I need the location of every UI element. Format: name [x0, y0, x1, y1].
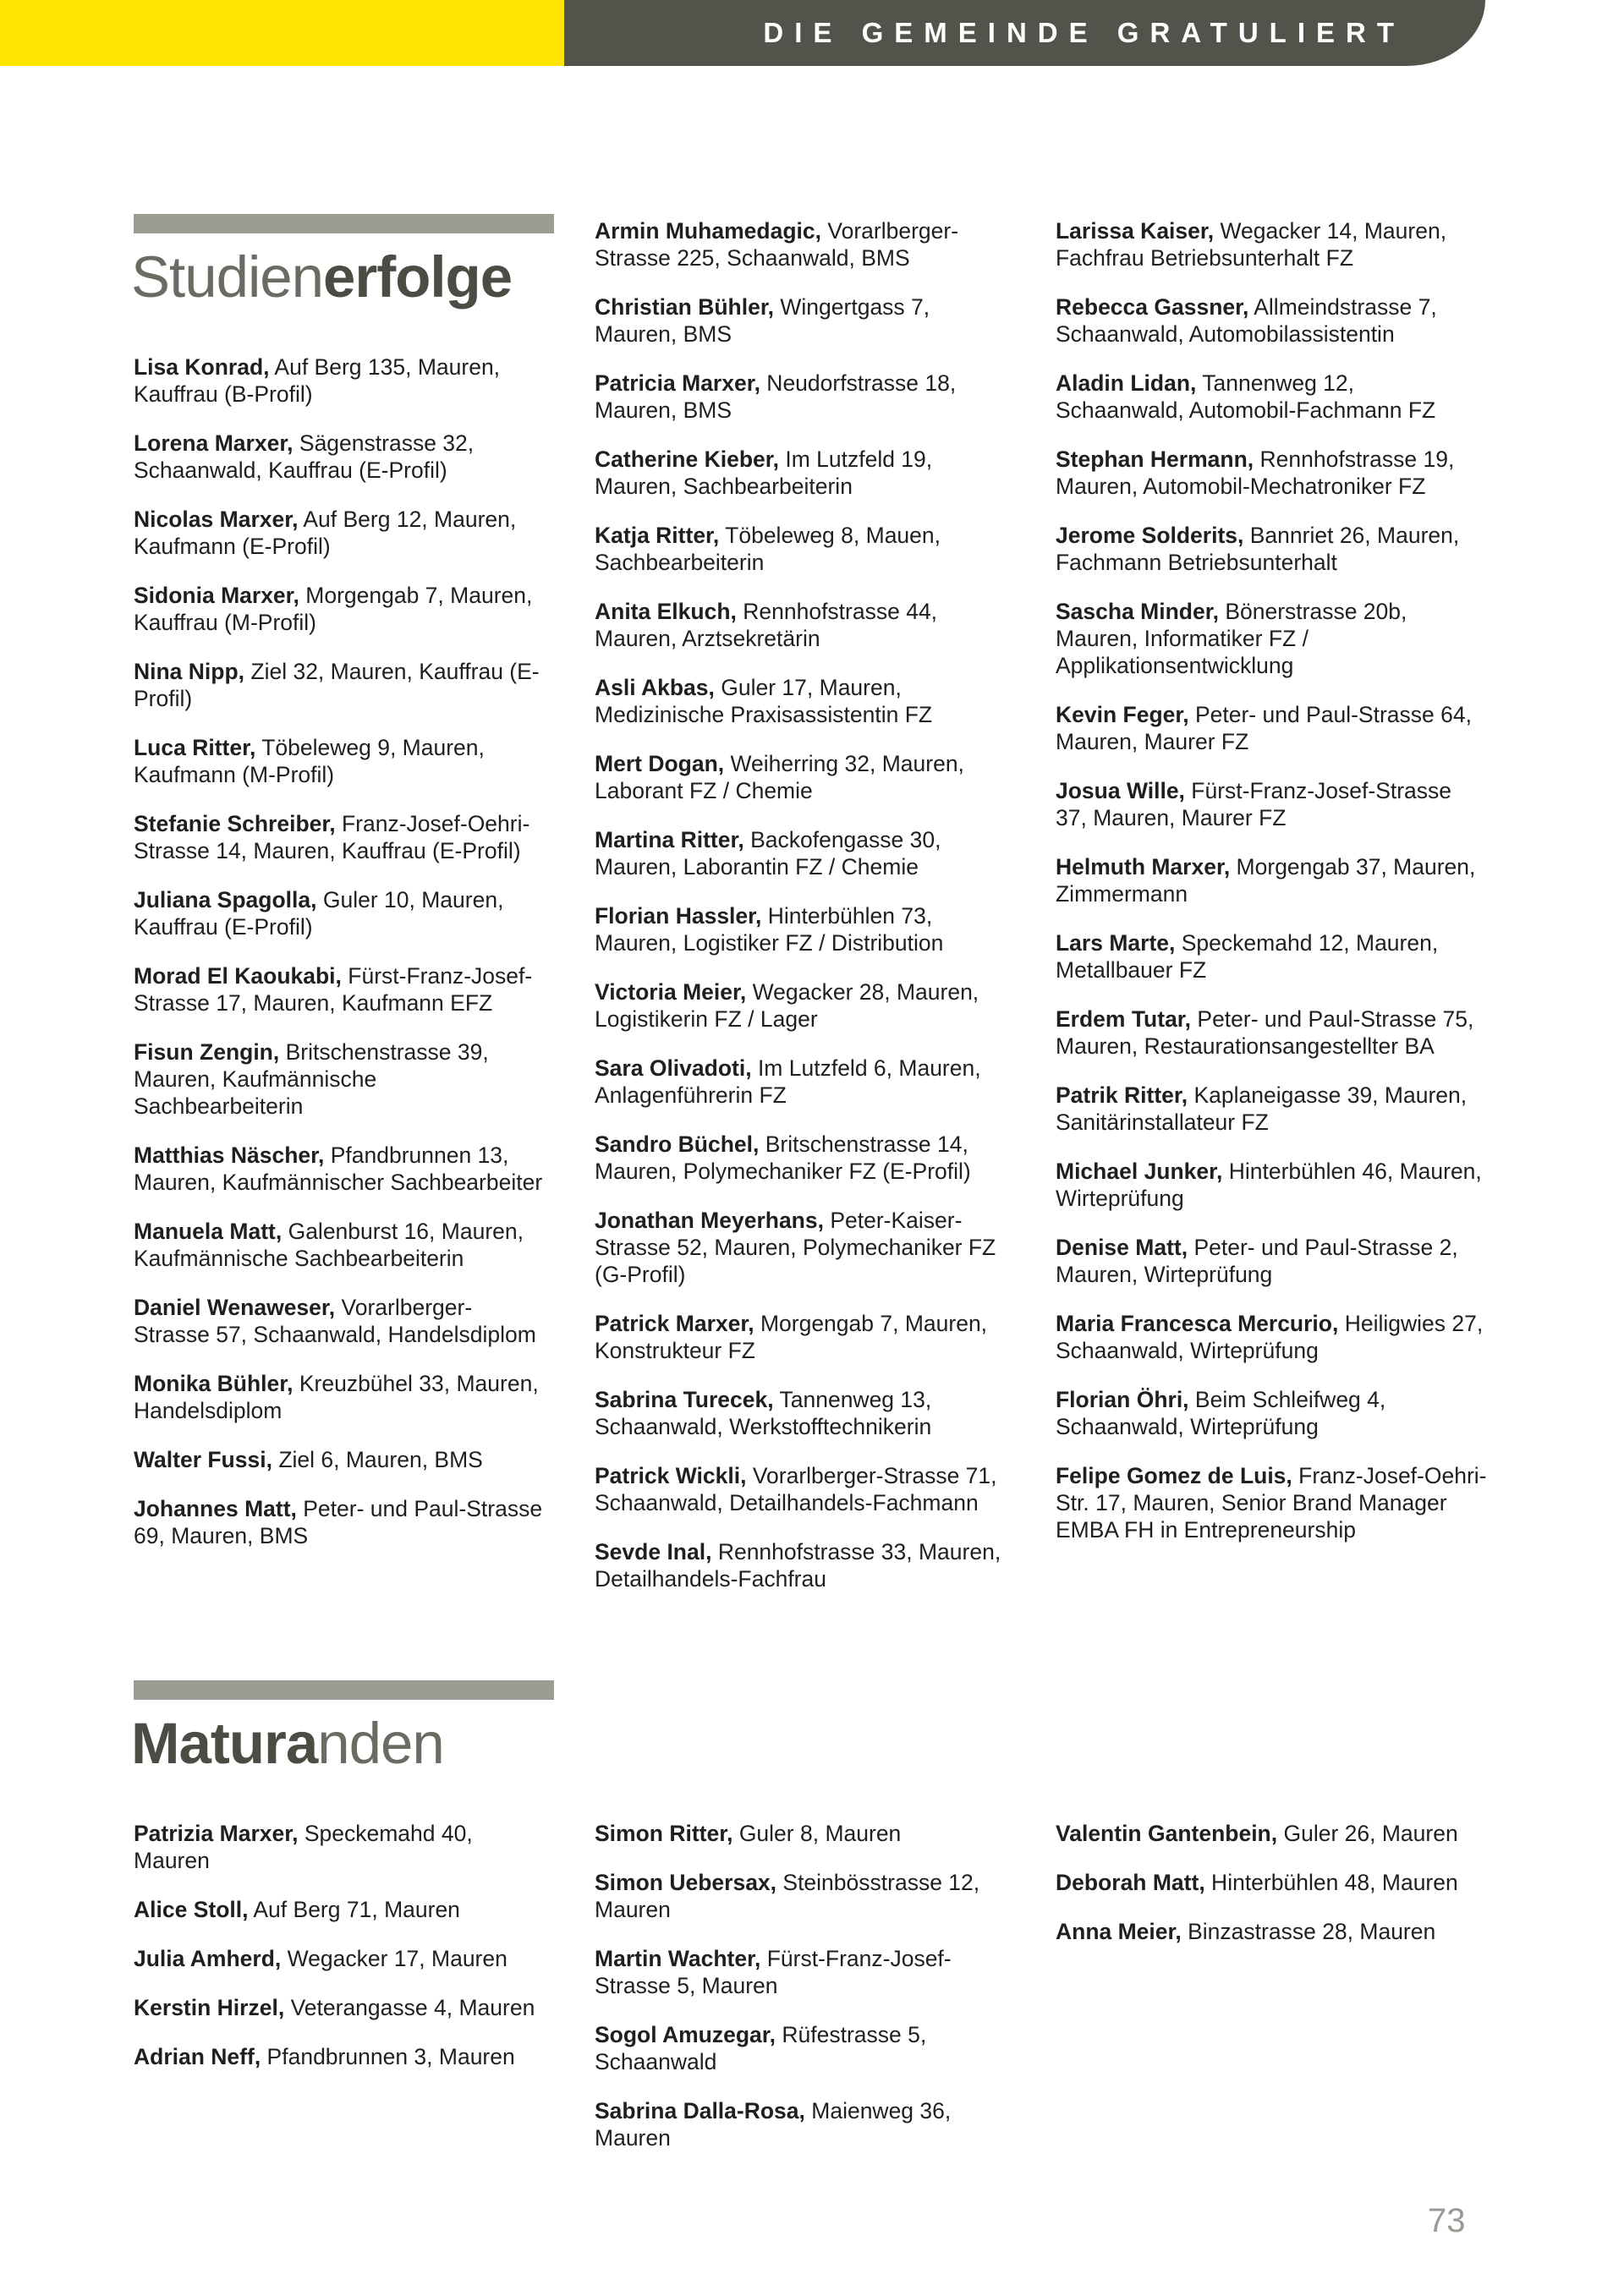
- person-entry: Walter Fussi, Ziel 6, Mauren, BMS: [134, 1447, 483, 1472]
- person-entry: Michael Junker, Hinterbühlen 46, Mauren, Wirteprüfung: [1056, 1159, 1482, 1211]
- person-name: Erdem Tutar,: [1056, 1006, 1192, 1032]
- person-name: Fisun Zengin,: [134, 1039, 280, 1065]
- person-entry: Jerome Solderits, Bannriet 26, Mauren, Fachmann Betriebsunterhalt: [1056, 523, 1460, 575]
- person-entry: Stefanie Schreiber, Franz-Josef-Oehri-Strasse 14, Mauren, Kauffrau (E-Profil): [134, 811, 530, 863]
- person-entry: Lorena Marxer, Sägenstrasse 32, Schaanwald, Kauffrau (E-Profil): [134, 430, 475, 483]
- person-name: Helmuth Marxer,: [1056, 854, 1231, 879]
- person-name: Daniel Wenaweser,: [134, 1295, 336, 1320]
- person-name: Florian Öhri,: [1056, 1387, 1189, 1412]
- person-name: Florian Hassler,: [595, 903, 762, 929]
- person-entry: Denise Matt, Peter- und Paul-Strasse 2, Mauren, Wirteprüfung: [1056, 1235, 1458, 1287]
- banner-title-bar: [564, 0, 1485, 66]
- person-entry: Christian Bühler, Wingertgass 7, Mauren, BMS: [595, 294, 930, 347]
- person-name: Jonathan Meyerhans,: [595, 1208, 824, 1233]
- person-entry: Erdem Tutar, Peter- und Paul-Strasse 75, Mauren, Restaurationsangestellter BA: [1056, 1006, 1474, 1059]
- person-entry: Monika Bühler, Kreuzbühel 33, Mauren, Handelsdiplom: [134, 1371, 539, 1423]
- maturanden-column-3: [1056, 1820, 1489, 1967]
- person-entry: Sascha Minder, Bönerstrasse 20b, Mauren, Informatiker FZ / Applikationsentwicklung: [1056, 599, 1407, 678]
- person-name: Katja Ritter,: [595, 523, 720, 548]
- person-entry: Sevde Inal, Rennhofstrasse 33, Mauren, Detailhandels-Fachfrau: [595, 1539, 1001, 1592]
- person-entry: Asli Akbas, Guler 17, Mauren, Medizinische Praxisassistentin FZ: [595, 675, 933, 727]
- person-name: Lars Marte,: [1056, 930, 1176, 956]
- person-entry: Stephan Hermann, Rennhofstrasse 19, Mauren, Automobil-Mechatroniker FZ: [1056, 447, 1455, 499]
- person-name: Rebecca Gassner,: [1056, 294, 1249, 320]
- person-entry: Katja Ritter, Töbeleweg 8, Mauen, Sachbearbeiterin: [595, 523, 941, 575]
- person-entry: Nicolas Marxer, Auf Berg 12, Mauren, Kaufmann (E-Profil): [134, 507, 517, 559]
- person-name: Sevde Inal,: [595, 1539, 712, 1564]
- section-title-studienerfolge: [131, 244, 513, 310]
- person-name: Maria Francesca Mercurio,: [1056, 1311, 1339, 1336]
- person-name: Sara Olivadoti,: [595, 1055, 752, 1081]
- person-name: Anita Elkuch,: [595, 599, 737, 624]
- person-entry: Patricia Marxer, Neudorfstrasse 18, Mauren, BMS: [595, 370, 957, 423]
- person-entry: Daniel Wenaweser, Vorarlberger-Strasse 57, Schaanwald, Handelsdiplom: [134, 1295, 536, 1347]
- person-entry: Simon Ritter, Guler 8, Mauren: [595, 1821, 902, 1846]
- section-divider-bar: [134, 1680, 554, 1700]
- person-entry: Martina Ritter, Backofengasse 30, Mauren, Laborantin FZ / Chemie: [595, 827, 941, 879]
- person-entry: Fisun Zengin, Britschenstrasse 39, Mauren, Kaufmännische Sachbearbeiterin: [134, 1039, 489, 1119]
- studienerfolge-column-2: [595, 217, 1011, 1614]
- person-entry: Adrian Neff, Pfandbrunnen 3, Mauren: [134, 2044, 515, 2069]
- person-name: Lisa Konrad,: [134, 354, 270, 380]
- person-name: Kerstin Hirzel,: [134, 1995, 285, 2020]
- section-title-part-bold: Matura: [131, 1711, 318, 1776]
- person-name: Sidonia Marxer,: [134, 583, 299, 608]
- person-entry: Helmuth Marxer, Morgengab 37, Mauren, Zimmermann: [1056, 854, 1476, 907]
- person-entry: Valentin Gantenbein, Guler 26, Mauren: [1056, 1821, 1458, 1846]
- person-name: Valentin Gantenbein,: [1056, 1821, 1278, 1846]
- person-entry: Anita Elkuch, Rennhofstrasse 44, Mauren, Arztsekretärin: [595, 599, 938, 651]
- person-entry: Maria Francesca Mercurio, Heiligwies 27, Schaanwald, Wirteprüfung: [1056, 1311, 1484, 1363]
- person-entry: Josua Wille, Fürst-Franz-Josef-Strasse 37, Mauren, Maurer FZ: [1056, 778, 1452, 830]
- person-name: Catherine Kieber,: [595, 447, 779, 472]
- person-name: Josua Wille,: [1056, 778, 1185, 803]
- person-entry: Armin Muhamedagic, Vorarlberger-Strasse 225, Schaanwald, BMS: [595, 218, 959, 271]
- person-entry: Sara Olivadoti, Im Lutzfeld 6, Mauren, Anlagenführerin FZ: [595, 1055, 981, 1108]
- person-name: Patricia Marxer,: [595, 370, 760, 396]
- person-name: Larissa Kaiser,: [1056, 218, 1215, 244]
- person-name: Sandro Büchel,: [595, 1132, 760, 1157]
- person-entry: Kerstin Hirzel, Veterangasse 4, Mauren: [134, 1995, 535, 2020]
- person-name: Deborah Matt,: [1056, 1870, 1205, 1895]
- person-entry: Aladin Lidan, Tannenweg 12, Schaanwald, Automobil-Fachmann FZ: [1056, 370, 1436, 423]
- person-entry: Sabrina Turecek, Tannenweg 13, Schaanwald, Werkstofftechnikerin: [595, 1387, 932, 1439]
- person-entry: Lars Marte, Speckemahd 12, Mauren, Metallbauer FZ: [1056, 930, 1439, 983]
- person-name: Martin Wachter,: [595, 1946, 761, 1971]
- person-entry: Luca Ritter, Töbeleweg 9, Mauren, Kaufmann (M-Profil): [134, 735, 485, 787]
- person-entry: Patrick Wickli, Vorarlberger-Strasse 71, Schaanwald, Detailhandels-Fachmann: [595, 1463, 997, 1515]
- person-name: Matthias Näscher,: [134, 1143, 325, 1168]
- person-name: Christian Bühler,: [595, 294, 775, 320]
- person-entry: Simon Uebersax, Steinbösstrasse 12, Mauren: [595, 1870, 980, 1922]
- person-entry: Alice Stoll, Auf Berg 71, Mauren: [134, 1897, 460, 1922]
- person-name: Victoria Meier,: [595, 979, 747, 1005]
- person-name: Luca Ritter,: [134, 735, 256, 760]
- section-title-part-light: nden: [317, 1711, 444, 1776]
- person-name: Patrick Wickli,: [595, 1463, 747, 1488]
- person-entry: Matthias Näscher, Pfandbrunnen 13, Mauren, Kaufmännischer Sachbearbeiter: [134, 1143, 543, 1195]
- person-name: Monika Bühler,: [134, 1371, 294, 1396]
- person-entry: Sandro Büchel, Britschenstrasse 14, Mauren, Polymechaniker FZ (E-Profil): [595, 1132, 971, 1184]
- person-name: Walter Fussi,: [134, 1447, 272, 1472]
- person-entry: Morad El Kaoukabi, Fürst-Franz-Josef-Strasse 17, Mauren, Kaufmann EFZ: [134, 963, 533, 1016]
- person-name: Jerome Solderits,: [1056, 523, 1244, 548]
- person-entry: Larissa Kaiser, Wegacker 14, Mauren, Fachfrau Betriebsunterhalt FZ: [1056, 218, 1447, 271]
- person-name: Mert Dogan,: [595, 751, 725, 776]
- person-entry: Felipe Gomez de Luis, Franz-Josef-Oehri-Str. 17, Mauren, Senior Brand Manager EMBA FH in Entrepreneurship: [1056, 1463, 1487, 1543]
- person-entry: Sogol Amuzegar, Rüfestrasse 5, Schaanwald: [595, 2022, 927, 2074]
- person-name: Patrizia Marxer,: [134, 1821, 299, 1846]
- person-entry: Johannes Matt, Peter- und Paul-Strasse 69, Mauren, BMS: [134, 1496, 543, 1548]
- person-name: Aladin Lidan,: [1056, 370, 1197, 396]
- person-name: Sascha Minder,: [1056, 599, 1219, 624]
- person-entry: Jonathan Meyerhans, Peter-Kaiser-Strasse 52, Mauren, Polymechaniker FZ (G-Profil): [595, 1208, 996, 1287]
- person-entry: Rebecca Gassner, Allmeindstrasse 7, Schaanwald, Automobilassistentin: [1056, 294, 1437, 347]
- studienerfolge-column-1: [134, 353, 546, 1571]
- person-entry: Martin Wachter, Fürst-Franz-Josef-Strasse 5, Mauren: [595, 1946, 952, 1998]
- person-name: Denise Matt,: [1056, 1235, 1188, 1260]
- person-name: Alice Stoll,: [134, 1897, 249, 1922]
- person-name: Stefanie Schreiber,: [134, 811, 336, 836]
- person-name: Patrik Ritter,: [1056, 1082, 1188, 1108]
- person-entry: Deborah Matt, Hinterbühlen 48, Mauren: [1056, 1870, 1458, 1895]
- person-entry: Kevin Feger, Peter- und Paul-Strasse 64, Mauren, Maurer FZ: [1056, 702, 1472, 754]
- person-entry: Catherine Kieber, Im Lutzfeld 19, Mauren, Sachbearbeiterin: [595, 447, 933, 499]
- person-entry: Mert Dogan, Weiherring 32, Mauren, Laborant FZ / Chemie: [595, 751, 964, 803]
- person-name: Armin Muhamedagic,: [595, 218, 821, 244]
- person-name: Sabrina Turecek,: [595, 1387, 774, 1412]
- person-entry: Nina Nipp, Ziel 32, Mauren, Kauffrau (E-Profil): [134, 659, 540, 711]
- person-name: Michael Junker,: [1056, 1159, 1223, 1184]
- section-title-part-light: Studien: [131, 244, 324, 310]
- person-name: Johannes Matt,: [134, 1496, 297, 1521]
- maturanden-column-2: [595, 1820, 1011, 2173]
- person-name: Julia Amherd,: [134, 1946, 282, 1971]
- person-name: Anna Meier,: [1056, 1919, 1182, 1944]
- person-name: Juliana Spagolla,: [134, 887, 317, 912]
- person-name: Martina Ritter,: [595, 827, 744, 852]
- person-name: Sogol Amuzegar,: [595, 2022, 776, 2047]
- person-name: Stephan Hermann,: [1056, 447, 1254, 472]
- section-divider-bar: [134, 214, 554, 233]
- person-name: Patrick Marxer,: [595, 1311, 754, 1336]
- maturanden-column-1: [134, 1820, 546, 2092]
- page-number: 73: [1428, 2202, 1466, 2239]
- person-entry: Manuela Matt, Galenburst 16, Mauren, Kaufmännische Sachbearbeiterin: [134, 1219, 524, 1271]
- person-entry: Lisa Konrad, Auf Berg 135, Mauren, Kauffrau (B-Profil): [134, 354, 501, 407]
- person-name: Nina Nipp,: [134, 659, 245, 684]
- person-entry: Patrizia Marxer, Speckemahd 40, Mauren: [134, 1821, 473, 1873]
- person-name: Simon Uebersax,: [595, 1870, 777, 1895]
- person-name: Lorena Marxer,: [134, 430, 294, 456]
- person-name: Sabrina Dalla-Rosa,: [595, 2098, 805, 2123]
- person-name: Morad El Kaoukabi,: [134, 963, 342, 989]
- section-title-part-bold: erfolge: [323, 244, 513, 310]
- person-entry: Florian Öhri, Beim Schleifweg 4, Schaanwald, Wirteprüfung: [1056, 1387, 1386, 1439]
- person-entry: Victoria Meier, Wegacker 28, Mauren, Logistikerin FZ / Lager: [595, 979, 979, 1032]
- studienerfolge-column-3: [1056, 217, 1489, 1565]
- person-name: Asli Akbas,: [595, 675, 715, 700]
- person-entry: Patrik Ritter, Kaplaneigasse 39, Mauren, Sanitärinstallateur FZ: [1056, 1082, 1468, 1135]
- section-title-maturanden: [131, 1711, 444, 1776]
- person-name: Manuela Matt,: [134, 1219, 283, 1244]
- person-entry: Juliana Spagolla, Guler 10, Mauren, Kauffrau (E-Profil): [134, 887, 504, 940]
- person-entry: Sabrina Dalla-Rosa, Maienweg 36, Mauren: [595, 2098, 952, 2151]
- person-entry: Florian Hassler, Hinterbühlen 73, Mauren, Logistiker FZ / Distribution: [595, 903, 944, 956]
- banner-title: DIE GEMEINDE GRATULIERT: [763, 17, 1405, 48]
- person-entry: Sidonia Marxer, Morgengab 7, Mauren, Kauffrau (M-Profil): [134, 583, 533, 635]
- person-name: Simon Ritter,: [595, 1821, 733, 1846]
- person-name: Felipe Gomez de Luis,: [1056, 1463, 1292, 1488]
- person-name: Nicolas Marxer,: [134, 507, 299, 532]
- person-entry: Anna Meier, Binzastrasse 28, Mauren: [1056, 1919, 1436, 1944]
- person-name: Kevin Feger,: [1056, 702, 1189, 727]
- person-name: Adrian Neff,: [134, 2044, 261, 2069]
- person-entry: Patrick Marxer, Morgengab 7, Mauren, Konstrukteur FZ: [595, 1311, 988, 1363]
- banner-yellow-block: [0, 0, 564, 66]
- person-entry: Julia Amherd, Wegacker 17, Mauren: [134, 1946, 508, 1971]
